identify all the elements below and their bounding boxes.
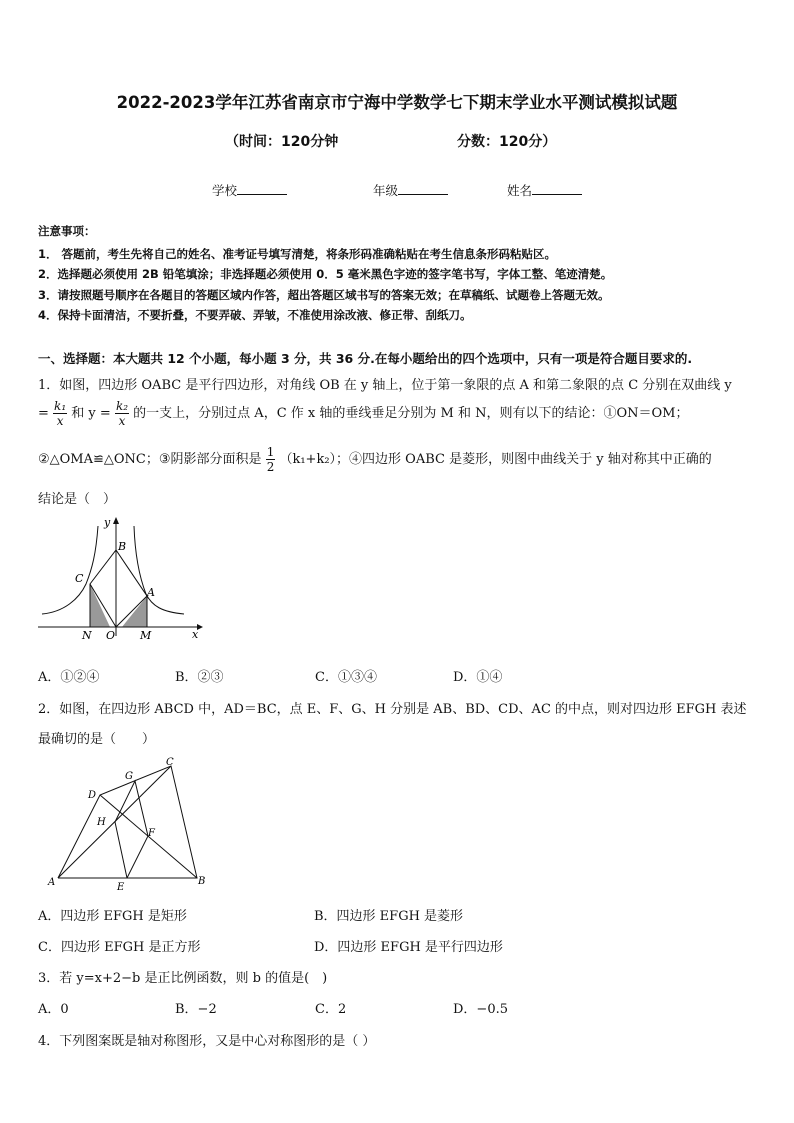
k2-denominator: x	[118, 414, 126, 428]
q1-and: 和 y =	[71, 406, 111, 421]
y-axis-arrow	[113, 517, 119, 524]
school-blank	[237, 182, 287, 195]
name-field	[507, 181, 582, 199]
label-b: B	[118, 540, 127, 553]
exam-time: （时间：120分钟	[225, 134, 339, 150]
shaded-triangle-left	[90, 584, 110, 627]
exam-score: 分数：120分）	[457, 134, 557, 150]
label-c: C	[75, 572, 84, 585]
q1-option-b[interactable]: B．②③	[175, 670, 224, 685]
q4-text: 4．下列图案既是轴对称图形，又是中心对称图形的是（ ）	[38, 1034, 376, 1049]
label-h: H	[97, 817, 106, 828]
q2-option-b[interactable]: B．四边形 EFGH 是菱形	[314, 909, 464, 924]
label-g: G	[125, 771, 133, 782]
quadrilateral-abcd	[58, 766, 197, 878]
half-numerator: 1	[266, 445, 275, 459]
label-f: F	[148, 828, 155, 839]
q1-option-c[interactable]: C．①③④	[315, 670, 377, 685]
q3-text: 3．若 y=x+2−b 是正比例函数，则 b 的值是( )	[38, 971, 328, 986]
section-heading: 一、选择题：本大题共 12 个小题，每小题 3 分，共 36 分.在每小题给出的四个选项中，只有一项是符合题目要求的.	[38, 351, 693, 366]
q2-line1: 2．如图，在四边形 ABCD 中，AD＝BC，点 E、F、G、H 分别是 AB、BD、CD、AC 的中点，则对四边形 EFGH 表述	[38, 702, 747, 717]
q2-option-c[interactable]: C．四边形 EFGH 是正方形	[38, 940, 201, 955]
school-field	[212, 181, 287, 199]
label-a: A	[147, 586, 155, 599]
note-item: 4．保持卡面清洁，不要折叠，不要弄破、弄皱，不准使用涂改液、修正带、刮纸刀。	[38, 308, 472, 322]
label-c: C	[166, 757, 174, 768]
q1-option-a[interactable]: A．①②④	[38, 670, 100, 685]
quadrilateral-efgh	[115, 781, 148, 878]
page-title: 2022-2023学年江苏省南京市宁海中学数学七下期末学业水平测试模拟试题	[116, 93, 678, 112]
label-e: E	[117, 882, 125, 892]
half-fraction	[266, 445, 276, 474]
q3-option-b[interactable]: B．−2	[175, 1002, 217, 1017]
grade-field	[373, 181, 448, 199]
school-label: 学校	[212, 183, 238, 198]
label-b: B	[198, 876, 206, 887]
note-item: 2．选择题必须使用 2B 铅笔填涂；非选择题必须使用 0．5 毫米黑色字迹的签字笔书写，字体工整、笔迹清楚。	[38, 267, 613, 281]
shaded-triangle-right	[122, 596, 147, 627]
label-d: D	[88, 790, 97, 801]
label-n: N	[82, 629, 92, 642]
q1-line2-text: 的一支上，分别过点 A，C 作 x 轴的垂线垂足分别为 M 和 N，则有以下的结论：①ON＝OM；	[133, 406, 689, 421]
q1-line3b: （k₁+k₂）；④四边形 OABC 是菱形，则图中曲线关于 y 轴对称其中正确的	[279, 452, 712, 467]
half-denominator: 2	[266, 460, 275, 474]
q3-option-a[interactable]: A．0	[38, 1002, 69, 1017]
q3-option-d[interactable]: D．−0.5	[453, 1002, 508, 1017]
q1-eq: =	[38, 406, 49, 421]
q2-option-d[interactable]: D．四边形 EFGH 是平行四边形	[314, 940, 503, 955]
q1-line3	[38, 445, 712, 474]
q1-line4: 结论是（ ）	[38, 492, 117, 507]
q2-option-a[interactable]: A．四边形 EFGH 是矩形	[38, 909, 187, 924]
name-label: 姓名	[507, 183, 533, 198]
q1-line2	[38, 399, 688, 428]
label-y: y	[104, 516, 111, 529]
k2-fraction	[115, 399, 129, 428]
grade-blank	[398, 182, 448, 195]
grade-label: 年级	[373, 183, 399, 198]
label-x: x	[192, 628, 199, 641]
label-a: A	[48, 877, 56, 888]
q1-line3a: ②△OMA≌△ONC；③阴影部分面积是	[38, 452, 262, 467]
q2-line2: 最确切的是（ ）	[38, 732, 156, 747]
name-blank	[532, 182, 582, 195]
k1-numerator: k₁	[54, 399, 67, 413]
q3-option-c[interactable]: C．2	[315, 1002, 347, 1017]
q1-line1: 1．如图，四边形 OABC 是平行四边形，对角线 OB 在 y 轴上，位于第一象限的点 A 和第二象限的点 C 分别在双曲线 y	[38, 378, 732, 393]
q1-figure	[34, 514, 209, 644]
k1-fraction	[53, 399, 67, 428]
q2-figure	[40, 752, 220, 892]
label-o: O	[106, 629, 116, 642]
note-item: 3．请按照题号顺序在各题目的答题区域内作答，超出答题区域书写的答案无效；在草稿纸、试题卷上答题无效。	[38, 288, 610, 302]
k1-denominator: x	[56, 414, 64, 428]
k2-numerator: k₂	[115, 399, 129, 413]
notes-heading: 注意事项：	[38, 224, 96, 238]
note-item: 1． 答题前，考生先将自己的姓名、准考证号填写清楚，将条形码准确粘贴在考生信息条形码粘贴区。	[38, 247, 556, 261]
label-m: M	[140, 629, 152, 642]
q1-option-d[interactable]: D．①④	[453, 670, 503, 685]
